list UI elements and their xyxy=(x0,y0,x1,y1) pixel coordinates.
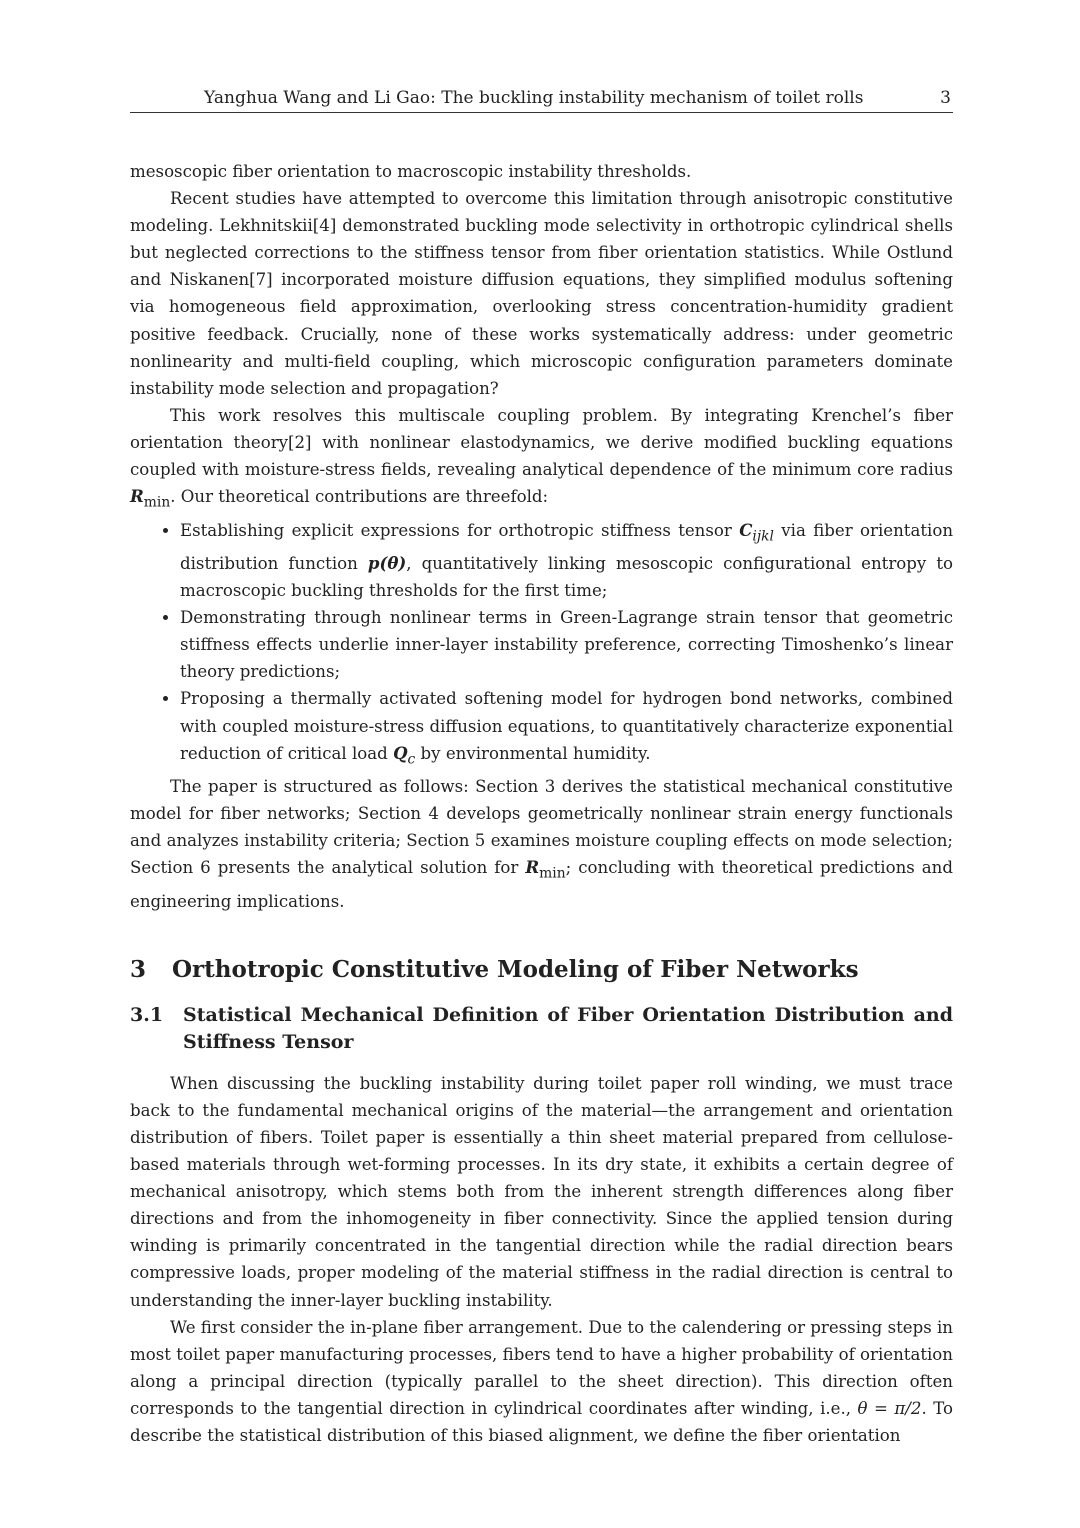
text: ; concluding with theoretical predictions and engineering implications. xyxy=(130,858,953,911)
contributions-list xyxy=(130,517,953,773)
math-symbol: R xyxy=(130,486,144,507)
section-number: 3 xyxy=(130,955,147,983)
section-title: Orthotropic Constitutive Modeling of Fiber Networks xyxy=(172,955,859,983)
math-symbol: C xyxy=(739,519,753,540)
paragraph: Recent studies have attempted to overcome this limitation through anisotropic constitutive modeling. Lekhnitskii[4] demonstrated buckling mode selectivity in orthotropic cylindrical shells but neglected corrections to the stiffness tensor from fiber orientation statistics. While Ostlund and Niskanen[7] incorporated moisture diffusion equations, they simplified modulus softening via homogeneous field approximation, overlooking stress concentration-humidity gradient positive feedback. Crucially, none of these works systematically address: under geometric nonlinearity and multi-field coupling, which microscopic configuration parameters dominate instability mode selection and propagation? xyxy=(130,189,953,398)
body-text xyxy=(130,158,953,1449)
paragraph xyxy=(130,402,953,517)
math-subscript: ijkl xyxy=(752,527,774,544)
math-subscript: min xyxy=(539,865,566,882)
text: via fiber orientation distribution function xyxy=(180,520,953,573)
text: by environmental humidity. xyxy=(415,743,651,763)
section-heading xyxy=(130,952,953,988)
running-header xyxy=(130,88,953,113)
paragraph xyxy=(130,773,953,915)
text: Proposing a thermally activated softening model for hydrogen bond networks, combined with coupled moisture-stress diffusion equations, to quantitatively characterize exponential reduction of critical load xyxy=(180,689,953,763)
math-expression: θ = π/2 xyxy=(857,1398,922,1418)
subsection-number: 3.1 xyxy=(130,1003,164,1026)
text: . To describe the statistical distribution of this biased alignment, we define the fiber orientation xyxy=(130,1398,953,1445)
list-item xyxy=(180,685,953,773)
subsection-heading xyxy=(130,1002,953,1056)
list-item: • Demonstrating through nonlinear terms in Green-Lagrange strain tensor that geometric stiffness effects underlie inner-layer instability preference, correcting Timoshenko’s linear theory predictions; xyxy=(180,604,953,685)
text: The paper is structured as follows: Section 3 derives the statistical mechanical constitutive model for fiber networks; Section 4 develops geometrically nonlinear strain energy functionals and analyzes instability criteria; Section 5 examines moisture coupling effects on mode selection; Section 6 presents the analytical solution for xyxy=(130,777,953,878)
math-symbol: R xyxy=(525,857,540,878)
text: Establishing explicit expressions for orthotropic stiffness tensor xyxy=(180,520,740,540)
subsection-title: Statistical Mechanical Definition of Fiber Orientation Distribution and Stiffness Tensor xyxy=(183,1003,953,1053)
running-title: Yanghua Wang and Li Gao: The buckling instability mechanism of toilet rolls xyxy=(204,88,864,108)
text: . Our theoretical contributions are threefold: xyxy=(170,487,549,507)
list-item xyxy=(180,517,953,605)
math-symbol: p(θ) xyxy=(367,552,407,573)
math-subscript: c xyxy=(407,750,416,767)
paragraph: mesoscopic fiber orientation to macroscopic instability thresholds. xyxy=(130,162,692,181)
text: We first consider the in-plane fiber arrangement. Due to the calendering or pressing steps in most toilet paper manufacturing processes, fibers tend to have a higher probability of orientation along a principal direction (typically parallel to the sheet direction). This direction often corresponds to the tangential direction in cylindrical coordinates after winding, i.e., xyxy=(130,1317,953,1418)
page-number: 3 xyxy=(940,88,951,108)
paragraph xyxy=(130,1314,953,1449)
math-subscript: min xyxy=(143,494,171,511)
paragraph: When discussing the buckling instability during toilet paper roll winding, we must trace back to the fundamental mechanical origins of the material—the arrangement and orientation distribution of fibers. Toilet paper is essentially a thin sheet material prepared from cellulose-based materials through wet-forming processes. In its dry state, it exhibits a certain degree of mechanical anisotropy, which stems both from the inherent strength differences along fiber directions and from the inhomogeneity in fiber connectivity. Since the applied tension during winding is primarily concentrated in the tangential direction while the radial direction bears compressive loads, proper modeling of the material stiffness in the radial direction is central to understanding the inner-layer buckling instability. xyxy=(130,1073,953,1310)
text: This work resolves this multiscale coupling problem. By integrating Krenchel’s fiber orientation theory[2] with nonlinear elastodynamics, we derive modified buckling equations coupled with moisture-stress fields, revealing analytical dependence of the minimum core radius xyxy=(130,405,953,480)
math-symbol: Q xyxy=(393,742,408,763)
text: , quantitatively linking mesoscopic configurational entropy to macroscopic buckling thresholds for the first time; xyxy=(180,553,953,601)
